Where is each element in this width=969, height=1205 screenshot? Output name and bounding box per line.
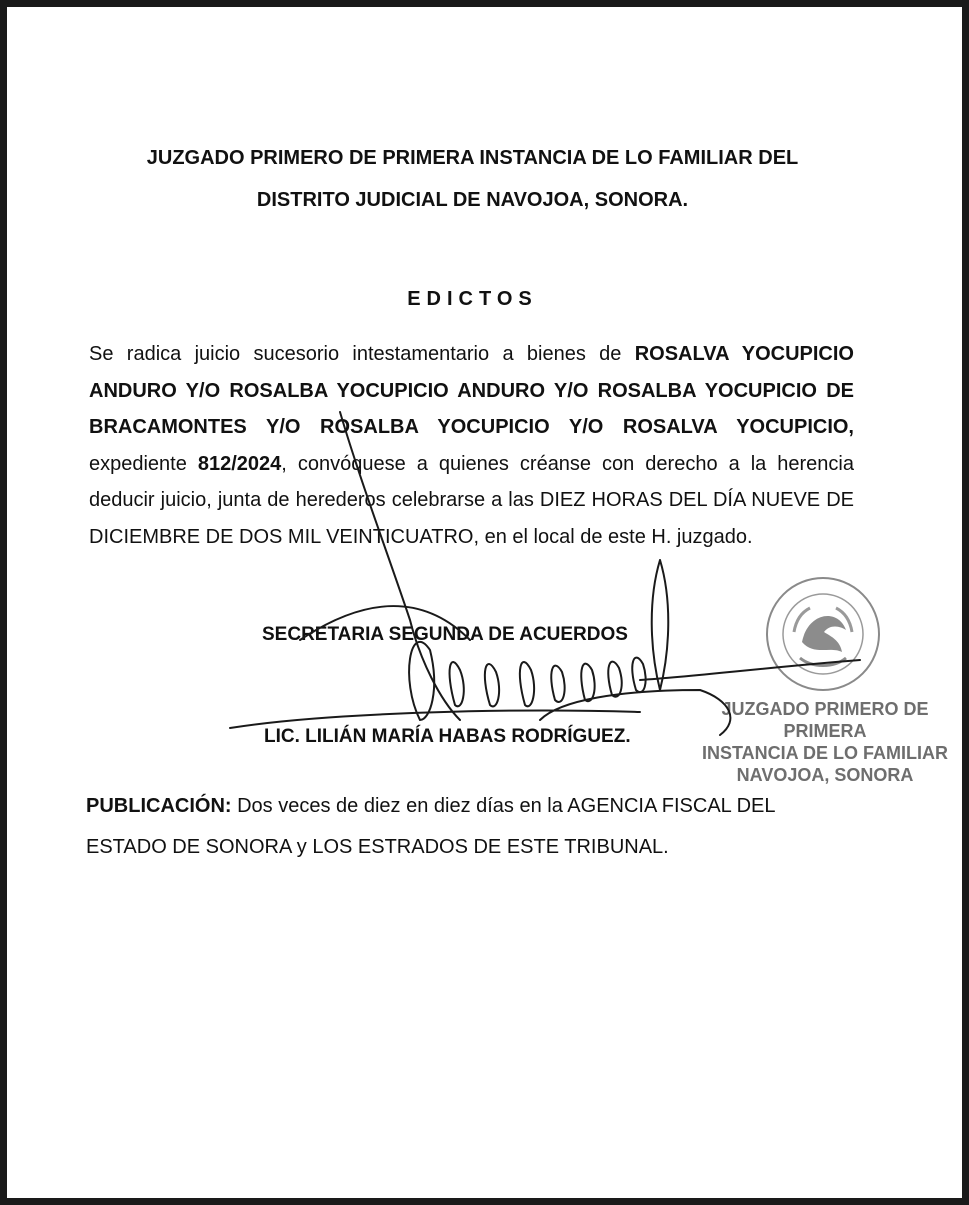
stamp-line1: JUZGADO PRIMERO DE PRIMERA (721, 699, 929, 741)
court-stamp (690, 572, 960, 785)
edict-body (89, 336, 854, 555)
body-intro: Se radica juicio sucesorio intestamentario a bienes de (89, 343, 635, 365)
publication-notice (86, 786, 846, 868)
court-heading-line1: JUZGADO PRIMERO DE PRIMERA INSTANCIA DE LO FAMILIAR DEL (146, 147, 799, 169)
signatory-name: LIC. LILIÁN MARÍA HABAS RODRÍGUEZ. (264, 726, 631, 747)
signatory-role: SECRETARIA SEGUNDA DE ACUERDOS (262, 624, 628, 645)
publication-label: PUBLICACIÓN: (86, 795, 232, 817)
stamp-line2: INSTANCIA DE LO FAMILIAR (702, 743, 948, 763)
deceased-names: ROSALVA YOCUPICIO ANDURO Y/O ROSALBA YOCUPICIO ANDURO Y/O ROSALBA YOCUPICIO DE BRACAMONTES Y/O ROSALBA YOCUPICIO Y/O ROSALVA YOCUPICIO, (89, 343, 854, 438)
stamp-line3: NAVOJOA, SONORA (736, 765, 914, 785)
publication-text: Dos veces de diez en diez días en la AGENCIA FISCAL DEL ESTADO DE SONORA y LOS ESTRADOS DE ESTE TRIBUNAL. (86, 795, 775, 858)
stamp-text (690, 698, 960, 786)
document-title: EDICTOS (407, 288, 538, 310)
court-heading-line2: DISTRITO JUDICIAL DE NAVOJOA, SONORA. (256, 189, 689, 211)
national-seal-icon (690, 572, 960, 702)
expediente-label: expediente (89, 452, 198, 475)
body-rest: , convóquese a quienes créanse con derecho a la herencia deducir juicio, junta de herederos celebrarse a las DIEZ HORAS DEL DÍA NUEVE DE DICIEMBRE DE DOS MIL VEINTICUATRO, en el local de este H. juzgado. (89, 452, 854, 548)
expediente-number: 812/2024 (197, 452, 282, 475)
